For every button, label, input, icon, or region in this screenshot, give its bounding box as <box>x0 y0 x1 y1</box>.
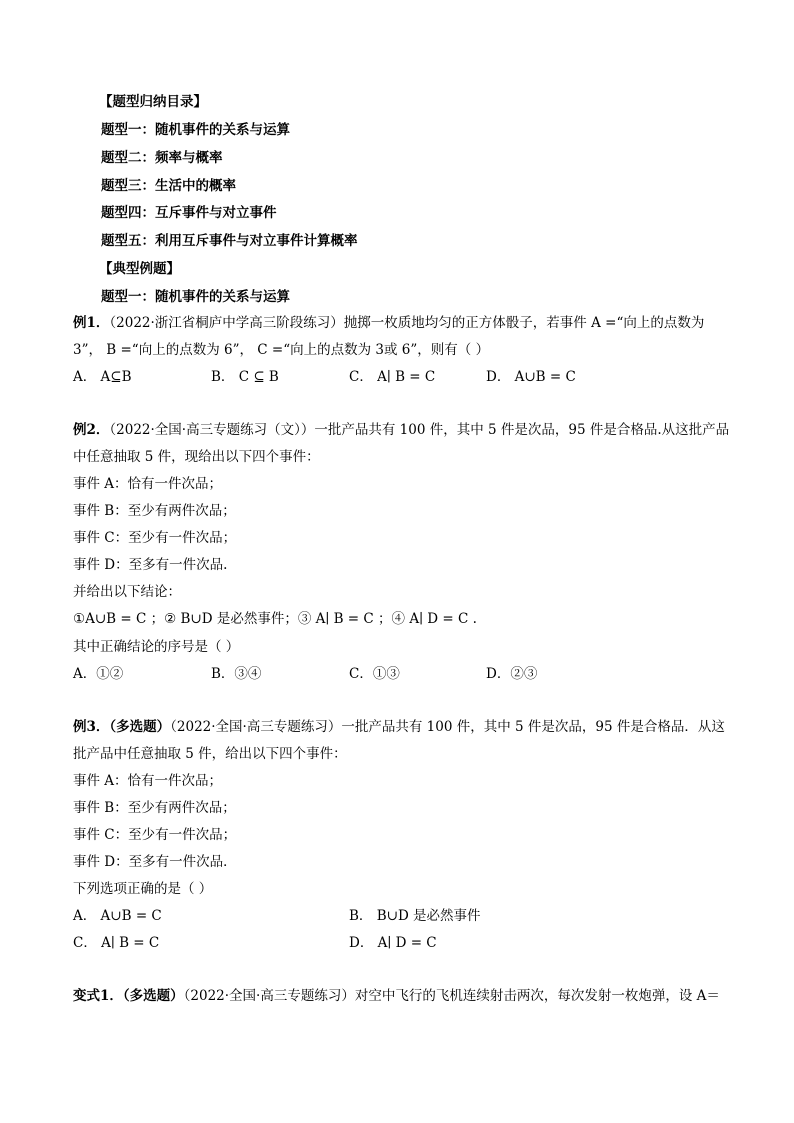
ex1-label: 例1． <box>73 315 110 331</box>
ex3-label: 例3． <box>73 719 110 735</box>
ex2-label: 例2． <box>73 422 110 438</box>
ex1-option-d: D． A∪B = C <box>486 369 576 385</box>
var1-text1: （2022·全国·高三专题练习）对空中飞行的飞机连续射击两次，每次发射一枚炮弹，设 A＝ <box>183 988 720 1004</box>
toc-item-2: 题型二：频率与概率 <box>101 150 223 166</box>
ex3-event-c: 事件 C：至少有一件次品； <box>73 827 237 843</box>
ex1-text1: （2022·浙江省桐庐中学高三阶段练习）抛掷一枚质地均匀的正方体骰子，若事件 A =“向上的点数为 <box>109 315 705 331</box>
ex3-event-d: 事件 D：至多有一件次品． <box>73 854 237 870</box>
ex2-conclusions: ①A∪B = C ；② B∪D 是必然事件；③ A∣ B = C ；④ A∣ D = C . <box>73 611 477 627</box>
ex3-option-c: C． A∣ B = C <box>73 935 160 951</box>
ex3-option-b: B． B∪D 是必然事件 <box>349 908 481 924</box>
examples-heading: 【典型例题】 <box>99 261 180 277</box>
ex2-option-c: C．①③ <box>349 666 400 682</box>
toc-item-1: 题型一：随机事件的关系与运算 <box>101 122 290 138</box>
toc-item-4: 题型四：互斥事件与对立事件 <box>101 205 277 221</box>
toc-heading: 【题型归纳目录】 <box>99 94 207 110</box>
ex3-event-b: 事件 B：至少有两件次品； <box>73 800 236 816</box>
ex2-option-a: A．①② <box>73 666 124 682</box>
ex3-question: 下列选项正确的是（ ） <box>73 881 213 897</box>
ex2-option-d: D．②③ <box>486 666 538 682</box>
ex1-option-c: C． A∣ B = C <box>349 369 436 385</box>
ex1-option-b: B． C ⊆ B <box>211 369 279 385</box>
ex2-text1: （2022·全国·高三专题练习（文））一批产品共有 100 件，其中 5 件是次品，95 件是合格品.从这批产品 <box>109 422 730 438</box>
ex3-event-a: 事件 A：恰有一件次品； <box>73 773 223 789</box>
ex2-conclusion-intro: 并给出以下结论： <box>73 584 181 600</box>
ex3-tag: （多选题） <box>109 719 171 735</box>
toc-item-5: 题型五：利用互斥事件与对立事件计算概率 <box>101 233 358 249</box>
ex2-line2: 中任意抽取 5 件，现给出以下四个事件： <box>73 449 320 465</box>
var1-line1 <box>73 987 720 1005</box>
ex2-event-b: 事件 B：至少有两件次品； <box>73 503 236 519</box>
ex3-option-d: D． A∣ D = C <box>349 935 437 951</box>
type1-heading: 题型一：随机事件的关系与运算 <box>101 289 290 305</box>
ex2-line1 <box>73 421 729 439</box>
ex3-line2: 批产品中任意抽取 5 件，给出以下四个事件： <box>73 746 347 762</box>
ex1-line2: 3”， B =“向上的点数为 6”， C =“向上的点数为 3或 6”，则有（ ） <box>73 342 490 358</box>
ex2-event-d: 事件 D：至多有一件次品. <box>73 557 228 573</box>
ex3-option-a: A． A∪B = C <box>73 908 162 924</box>
toc-item-3: 题型三：生活中的概率 <box>101 178 236 194</box>
ex2-event-c: 事件 C：至少有一件次品； <box>73 530 237 546</box>
ex2-event-a: 事件 A：恰有一件次品； <box>73 476 223 492</box>
ex2-option-b: B．③④ <box>211 666 262 682</box>
var1-tag: （多选题） <box>122 988 184 1004</box>
ex1-line1 <box>73 314 704 332</box>
ex3-line1 <box>73 718 725 736</box>
ex2-question: 其中正确结论的序号是（ ） <box>73 639 240 655</box>
ex1-option-a: A． A⊆B <box>73 369 132 385</box>
ex3-text1: （2022·全国·高三专题练习）一批产品共有 100 件，其中 5 件是次品，95 件是合格品．从这 <box>170 719 725 735</box>
var1-label: 变式1． <box>73 988 123 1004</box>
